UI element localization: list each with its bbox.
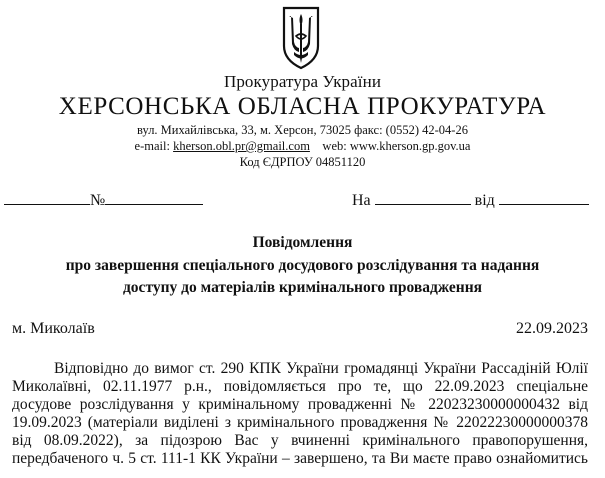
place-date-line [12,320,588,338]
blank-line [105,190,203,205]
outgoing-number-field [4,190,203,210]
web-link[interactable]: www.kherson.gp.gov.ua [349,139,471,153]
document-date: 22.09.2023 [516,320,588,337]
blank-line [4,190,90,205]
blank-line [499,190,589,205]
org-contacts [0,139,605,154]
org-subtitle: Прокуратура України [223,72,382,91]
from-label: від [474,192,495,209]
body-text-line: від 08.09.2022), за підозрою Вас у вчиненні кримінального правопорушення, [12,432,588,449]
edrpou-code: Код ЄДРПОУ 04851120 [239,155,366,169]
blank-line [375,190,471,205]
body-text-line: 19.09.2023 (матеріали виділені з кримінального провадження № 22022230000000378 [12,414,588,431]
ukraine-trident-emblem-icon [281,6,321,70]
org-title: ХЕРСОНСЬКА ОБЛАСНА ПРОКУРАТУРА [58,93,547,120]
notice-subtitle-line-1: про завершення спеціального досудового розслідування та надання [65,257,540,274]
incoming-reference-field [352,190,589,210]
notice-subtitle-line-2: доступу до матеріалів кримінального провадження [122,279,483,296]
number-sign: № [90,192,106,209]
to-label: На [352,192,371,209]
city: м. Миколаїв [12,320,95,337]
email-link[interactable]: kherson.obl.pr@gmail.com [173,139,310,153]
body-text-line: передбаченого ч. 5 ст. 111-1 КК України – завершено, та Ви маєте право ознайомитись [12,450,588,467]
org-address: вул. Михайлівська, 33, м. Херсон, 73025 факс: (0552) 42-04-26 [137,123,468,137]
web-label: web: [322,139,347,153]
body-text-line: досудове розслідування у кримінальному провадженні № 22023230000000432 від [12,396,588,413]
body-text-line: Миколаївні, 02.11.1977 р.н., повідомляється про те, що 22.09.2023 спеціальне [12,378,588,395]
notice-title: Повідомлення [252,234,353,251]
email-label: e-mail: [134,139,170,153]
body-text-line: Відповідно до вимог ст. 290 КПК України громадянці України Рассадіній Юлії [54,360,588,377]
